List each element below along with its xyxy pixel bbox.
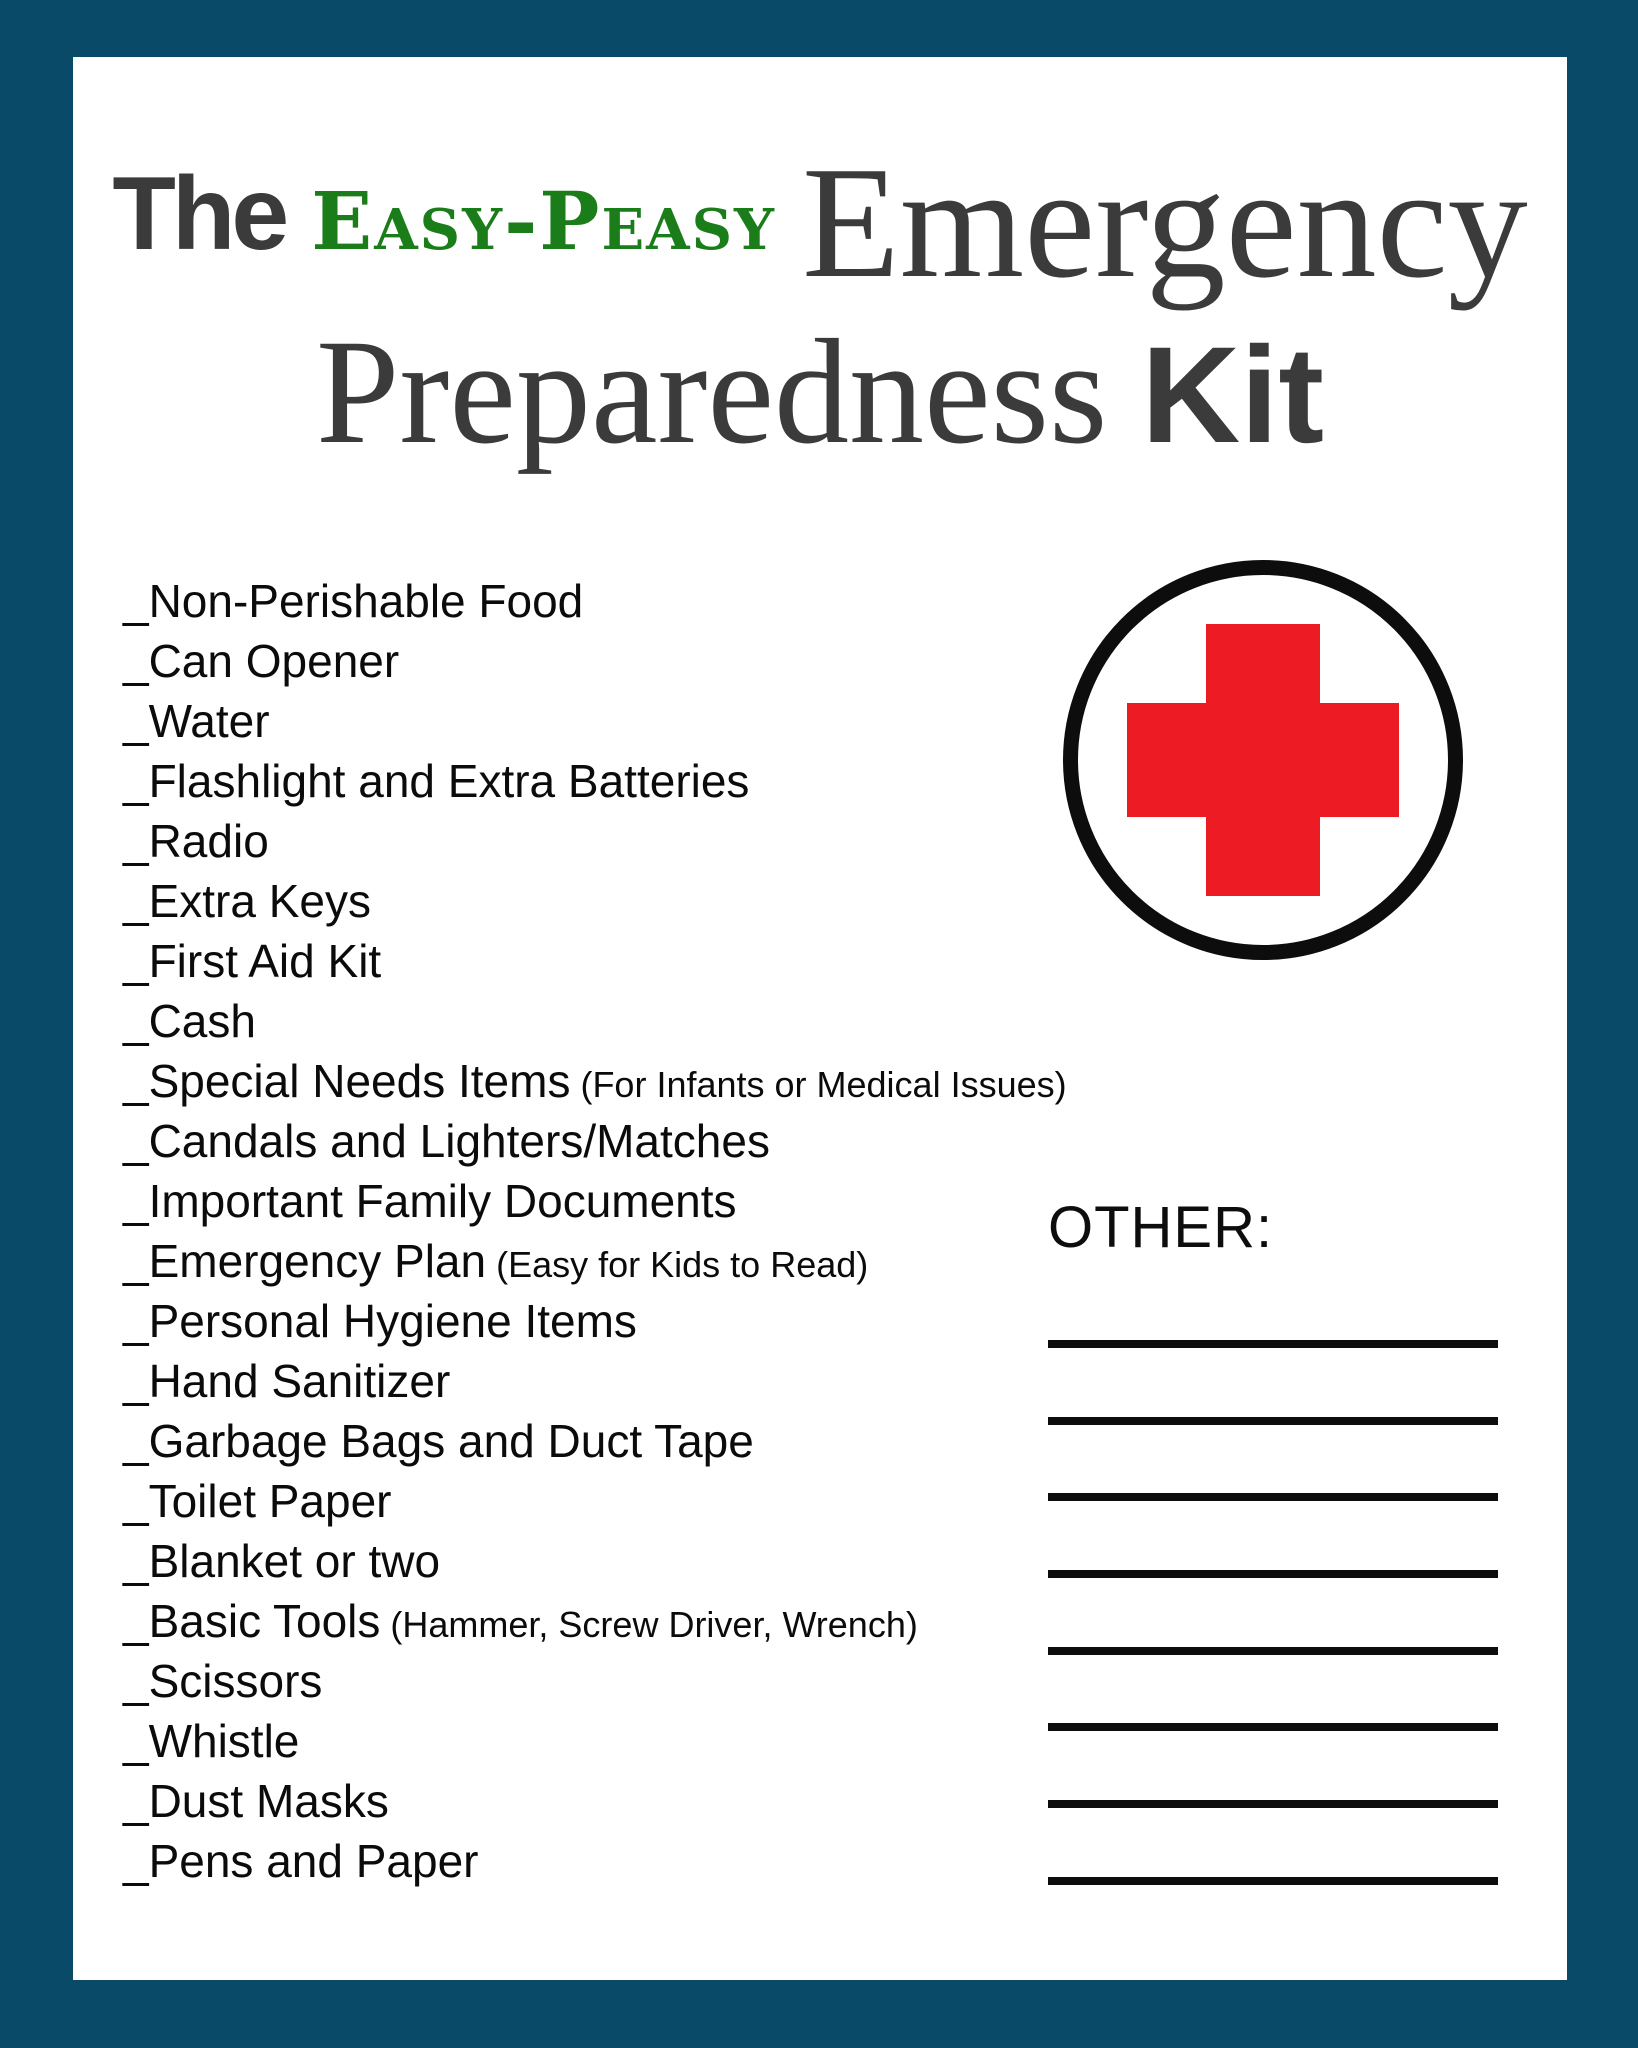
item-label: _Extra Keys [123, 875, 371, 927]
title-kit: Kit [1141, 319, 1324, 472]
checklist-item [123, 1231, 1067, 1291]
blank-line [1048, 1800, 1498, 1808]
item-label: _Special Needs Items [123, 1055, 571, 1107]
title-highlight: Easy-Peasy [311, 174, 777, 268]
blank-line [1048, 1723, 1498, 1731]
checklist-item [123, 811, 1067, 871]
checklist-item [123, 991, 1067, 1051]
item-label: _First Aid Kit [123, 935, 382, 987]
blank-line [1048, 1570, 1498, 1578]
item-label: _Radio [123, 815, 269, 867]
item-label: _Blanket or two [123, 1535, 441, 1587]
item-label: _Whistle [123, 1715, 300, 1767]
checklist-item [123, 571, 1067, 631]
title-emergency: Emergency [802, 133, 1528, 311]
blank-line [1048, 1340, 1498, 1348]
title-line-1 [73, 103, 1567, 311]
other-heading: OTHER: [1048, 1195, 1274, 1260]
item-label: _Cash [123, 995, 256, 1047]
checklist-item [123, 931, 1067, 991]
blank-line [1048, 1493, 1498, 1501]
item-label: _Emergency Plan [123, 1235, 487, 1287]
checklist [123, 571, 1067, 1891]
item-label: _Hand Sanitizer [123, 1355, 451, 1407]
checklist-item [123, 751, 1067, 811]
checklist-item [123, 1651, 1067, 1711]
item-label: _Pens and Paper [123, 1835, 479, 1887]
checklist-item [123, 1171, 1067, 1231]
checklist-item [123, 1711, 1067, 1771]
item-note: (For Infants or Medical Issues) [570, 1064, 1067, 1105]
checklist-item [123, 631, 1067, 691]
item-label: _Water [123, 695, 270, 747]
item-label: _Flashlight and Extra Batteries [123, 755, 750, 807]
item-label: _Can Opener [123, 635, 400, 687]
blank-line [1048, 1877, 1498, 1885]
title-preparedness: Preparedness [315, 309, 1108, 475]
checklist-item [123, 1111, 1067, 1171]
title-line-2 [73, 306, 1567, 478]
item-label: _Toilet Paper [123, 1475, 392, 1527]
item-label: _Candals and Lighters/Matches [123, 1115, 770, 1167]
checklist-item [123, 1591, 1067, 1651]
item-label: _Garbage Bags and Duct Tape [123, 1415, 754, 1467]
checklist-item [123, 871, 1067, 931]
other-blank-lines [1048, 1340, 1498, 1954]
item-label: _Dust Masks [123, 1775, 389, 1827]
checklist-item [123, 1411, 1067, 1471]
checklist-item [123, 1051, 1067, 1111]
blank-line [1048, 1417, 1498, 1425]
medical-cross-icon [1063, 560, 1463, 960]
checklist-item [123, 691, 1067, 751]
title-prefix: The [112, 156, 286, 272]
checklist-item [123, 1351, 1067, 1411]
checklist-item [123, 1531, 1067, 1591]
checklist-item [123, 1831, 1067, 1891]
item-label: _Personal Hygiene Items [123, 1295, 637, 1347]
item-note: (Hammer, Screw Driver, Wrench) [380, 1604, 918, 1645]
item-label: _Scissors [123, 1655, 323, 1707]
item-label: _Basic Tools [123, 1595, 381, 1647]
checklist-item [123, 1771, 1067, 1831]
printable-page [73, 57, 1567, 1980]
cross-horizontal-bar [1127, 703, 1399, 817]
checklist-item [123, 1291, 1067, 1351]
item-label: _Non-Perishable Food [123, 575, 584, 627]
checklist-item [123, 1471, 1067, 1531]
item-label: _Important Family Documents [123, 1175, 737, 1227]
blank-line [1048, 1647, 1498, 1655]
item-note: (Easy for Kids to Read) [486, 1244, 869, 1285]
